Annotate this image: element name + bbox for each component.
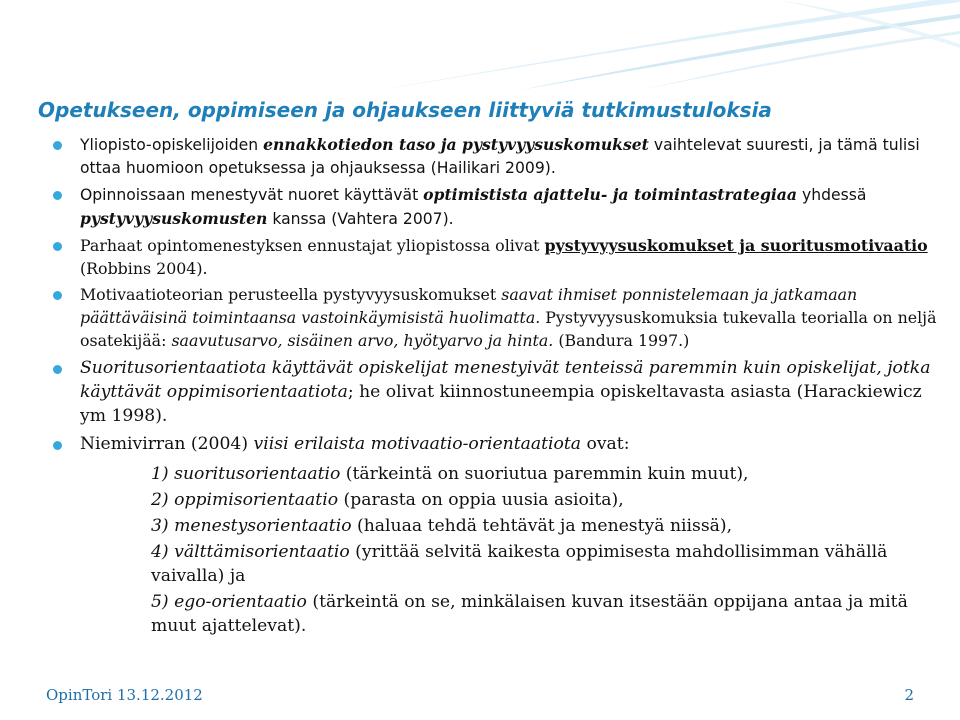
bullet-item [45, 234, 940, 280]
bullet-item [45, 183, 940, 231]
bullet-text: ovat: [581, 434, 630, 454]
slide-title: Opetukseen, oppimiseen ja ohjaukseen liittyviä tutkimustuloksia [38, 98, 772, 122]
bullet-item [45, 133, 940, 180]
bullet-emphasis: ennakkotiedon taso ja pystyvyysuskomukset [263, 135, 649, 154]
list-item [151, 590, 940, 638]
bullet-dot-icon [53, 291, 62, 300]
list-number: 2) [151, 490, 169, 510]
list-term: oppimisorientaatio [174, 490, 339, 510]
bullet-text: Niemivirran (2004) [80, 434, 254, 454]
bullet-dot-icon [53, 365, 62, 374]
list-description: (parasta on oppia uusia asioita), [338, 490, 624, 510]
bullet-text: ; he olivat kiinnostuneempia opiskeltavasta asiasta (Harackiewicz ym 1998). [80, 382, 922, 426]
bullet-text: Motivaatioteorian perusteella pystyvyysuskomukset [80, 285, 502, 304]
bullet-emphasis: saavat ihmiset ponnistelemaan ja jatkamaan päättäväisinä toimintaansa vastoinkäymisistä huolimatta. [80, 285, 858, 327]
bullet-text: (Bandura 1997.) [553, 331, 690, 350]
bullet-dot-icon [53, 141, 62, 150]
list-description: (haluaa tehdä tehtävät ja menestyä niissä), [351, 516, 733, 536]
bullet-text: Yliopisto-opiskelijoiden [80, 136, 264, 154]
list-term: välttämisorientaatio [174, 542, 350, 562]
bullet-text: Opinnoissaan menestyvät nuoret käyttävät [80, 186, 424, 204]
orientation-list [45, 462, 940, 638]
bullet-dot-icon [53, 191, 62, 200]
bullet-text: yhdessä [797, 186, 867, 204]
list-term: menestysorientaatio [174, 516, 352, 536]
bullet-emphasis: optimistista ajattelu- ja toimintastrategiaa [423, 185, 798, 204]
bullet-emphasis: pystyvyysuskomusten [80, 209, 268, 228]
list-item [151, 462, 940, 486]
bullet-text: (Robbins 2004). [80, 259, 208, 278]
bullet-item [45, 356, 940, 428]
bullet-text: vaihtelevat suuresti, ja tämä tulisi ottaa huomioon opetuksessa ja ohjauksessa (Hailikari 2009). [80, 136, 920, 177]
page-number: 2 [904, 686, 914, 704]
list-number: 5) [151, 592, 169, 612]
bullet-emphasis: pystyvyysuskomukset ja suoritusmotivaatio [544, 236, 928, 255]
list-term: suoritusorientaatio [174, 464, 341, 484]
list-description: (tärkeintä on se, minkälaisen kuvan itsestään oppijana antaa ja mitä muut ajattelevat). [151, 592, 908, 636]
list-number: 3) [151, 516, 169, 536]
list-item [151, 514, 940, 538]
list-item [151, 540, 940, 588]
list-number: 4) [151, 542, 169, 562]
bullet-text: Pystyvyysuskomuksia tukevalla teorialla on neljä osatekijää: [80, 308, 937, 350]
bullet-text: kanssa (Vahtera 2007). [267, 210, 454, 228]
bullet-emphasis: viisi erilaista motivaatio-orientaatiota [253, 434, 582, 454]
bullet-dot-icon [53, 242, 62, 251]
footer-date: OpinTori 13.12.2012 [46, 686, 203, 704]
list-term: ego-orientaatio [174, 592, 307, 612]
corner-swoosh-decoration [0, 0, 960, 90]
bullet-dot-icon [53, 441, 62, 450]
bullet-emphasis: saavutusarvo, sisäinen arvo, hyötyarvo ja hinta. [171, 331, 554, 350]
list-description: (tärkeintä on suoriutua paremmin kuin muut), [340, 464, 749, 484]
slide-content [45, 133, 940, 640]
bullet-item [45, 432, 940, 456]
list-item [151, 488, 940, 512]
bullet-text: Parhaat opintomenestyksen ennustajat yliopistossa olivat [80, 236, 545, 255]
bullet-emphasis: Suoritusorientaatiota käyttävät opiskelijat menestyivät tenteissä paremmin kuin opiskelijat, jotka käyttävät oppimisorientaatiota [80, 358, 931, 402]
list-description: (yrittää selvitä kaikesta oppimisesta mahdollisimman vähällä vaivalla) ja [151, 542, 888, 586]
list-number: 1) [151, 464, 169, 484]
bullet-item [45, 283, 940, 352]
